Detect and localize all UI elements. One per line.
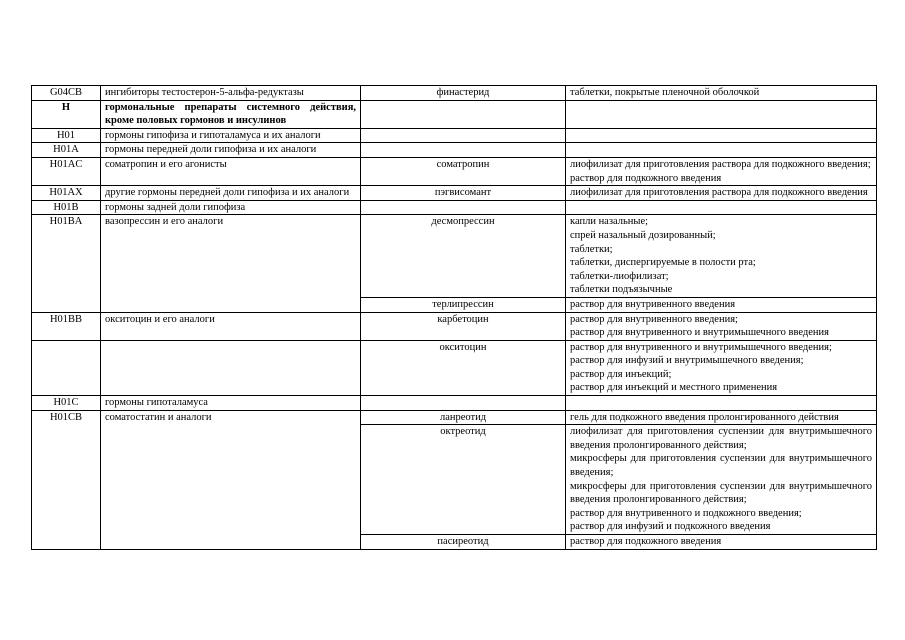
dosage-form: раствор для внутривенного и внутримышечного введения; [570,341,832,353]
atc-group: другие гормоны передней доли гипофиза и их аналоги [101,186,361,201]
drug-name: окситоцин [361,340,566,395]
dosage-form: микросферы для приготовления суспензии для внутримышечного введения пролонгированного действия; [570,480,872,506]
atc-code: H01AX [32,186,101,201]
drug-name: карбетоцин [361,312,566,340]
dosage-form: капли назальные; [570,216,649,228]
table-row [32,157,877,185]
drug-name: соматропин [361,157,566,185]
dosage-forms [566,200,877,215]
dosage-forms [566,128,877,143]
dosage-form: раствор для инфузий и внутримышечного введения; [570,355,804,367]
dosage-form: раствор для внутривенного введения [570,298,736,310]
atc-code: H01AC [32,157,101,185]
dosage-form: таблетки-лиофилизат; [570,270,669,282]
table-row [32,396,877,411]
drug-name [361,100,566,128]
atc-code: H [32,100,101,128]
atc-group: соматостатин и аналоги [101,410,361,549]
dosage-forms [566,186,877,201]
dosage-forms [566,312,877,340]
dosage-forms [566,396,877,411]
dosage-form: таблетки; [570,243,613,255]
dosage-form: раствор для инфузий и подкожного введения [570,521,771,533]
dosage-forms [566,340,877,395]
dosage-form: спрей назальный дозированный; [570,229,716,241]
atc-group: гормоны гипофиза и гипоталамуса и их аналоги [101,128,361,143]
drug-name: пасиреотид [361,535,566,550]
drug-table [31,85,877,550]
drug-name: октреотид [361,425,566,535]
atc-code: G04CB [32,86,101,101]
dosage-forms [566,535,877,550]
table-row [32,215,877,298]
atc-code [32,340,101,395]
atc-code: H01 [32,128,101,143]
dosage-form: раствор для внутривенного введения; [570,313,738,325]
drug-name: терлипрессин [361,297,566,312]
atc-code: H01BA [32,215,101,312]
dosage-form: микросферы для приготовления суспензии для внутримышечного введения; [570,453,872,479]
dosage-form: раствор для внутривенного и внутримышечного введения [570,327,829,339]
atc-group: гормоны передней доли гипофиза и их аналоги [101,143,361,158]
dosage-form: лиофилизат для приготовления суспензии для внутримышечного введения пролонгированного действия; [570,426,872,451]
atc-code: H01B [32,200,101,215]
table-row [32,410,877,425]
atc-group: гормоны гипоталамуса [101,396,361,411]
dosage-form: раствор для инъекций и местного применения [570,382,778,394]
dosage-form: таблетки, покрытые пленочной оболочкой [570,87,760,98]
atc-group: окситоцин и его аналоги [101,312,361,340]
atc-group [101,340,361,395]
table-row [32,340,877,395]
atc-code: H01CB [32,410,101,549]
drug-name: финастерид [361,86,566,101]
table-row [32,143,877,158]
dosage-forms [566,86,877,101]
table-row [32,100,877,128]
table-row [32,312,877,340]
table-row [32,200,877,215]
dosage-form: раствор для инъекций; [570,368,672,380]
dosage-forms [566,297,877,312]
drug-name [361,200,566,215]
dosage-forms [566,157,877,185]
table-row [32,128,877,143]
atc-group: соматропин и его агонисты [101,157,361,185]
dosage-form: раствор для подкожного введения [570,172,722,184]
atc-group: ингибиторы тестостерон-5-альфа-редуктазы [101,86,361,101]
dosage-forms [566,410,877,425]
atc-code: H01A [32,143,101,158]
dosage-form: раствор для подкожного введения [570,536,722,547]
drug-name: пэгвисомант [361,186,566,201]
dosage-forms [566,425,877,535]
table-row [32,186,877,201]
dosage-form: гель для подкожного введения пролонгированного действия [570,411,839,423]
drug-name [361,128,566,143]
atc-group: вазопрессин и его аналоги [101,215,361,312]
dosage-form: лиофилизат для приготовления раствора для подкожного введения; [570,158,871,170]
atc-group: гормональные препараты системного действия, кроме половых гормонов и инсулинов [101,100,361,128]
atc-code: H01BB [32,312,101,340]
dosage-form: раствор для внутривенного и подкожного введения; [570,507,802,519]
drug-name: ланреотид [361,410,566,425]
dosage-forms [566,100,877,128]
dosage-forms [566,143,877,158]
atc-group: гормоны задней доли гипофиза [101,200,361,215]
atc-code: H01C [32,396,101,411]
dosage-form: лиофилизат для приготовления раствора для подкожного введения [570,187,868,199]
drug-name: десмопрессин [361,215,566,298]
drug-name [361,396,566,411]
dosage-form: таблетки, диспергируемые в полости рта; [570,257,756,269]
dosage-form: таблетки подъязычные [570,284,673,296]
dosage-forms [566,215,877,298]
drug-name [361,143,566,158]
table-row [32,86,877,101]
